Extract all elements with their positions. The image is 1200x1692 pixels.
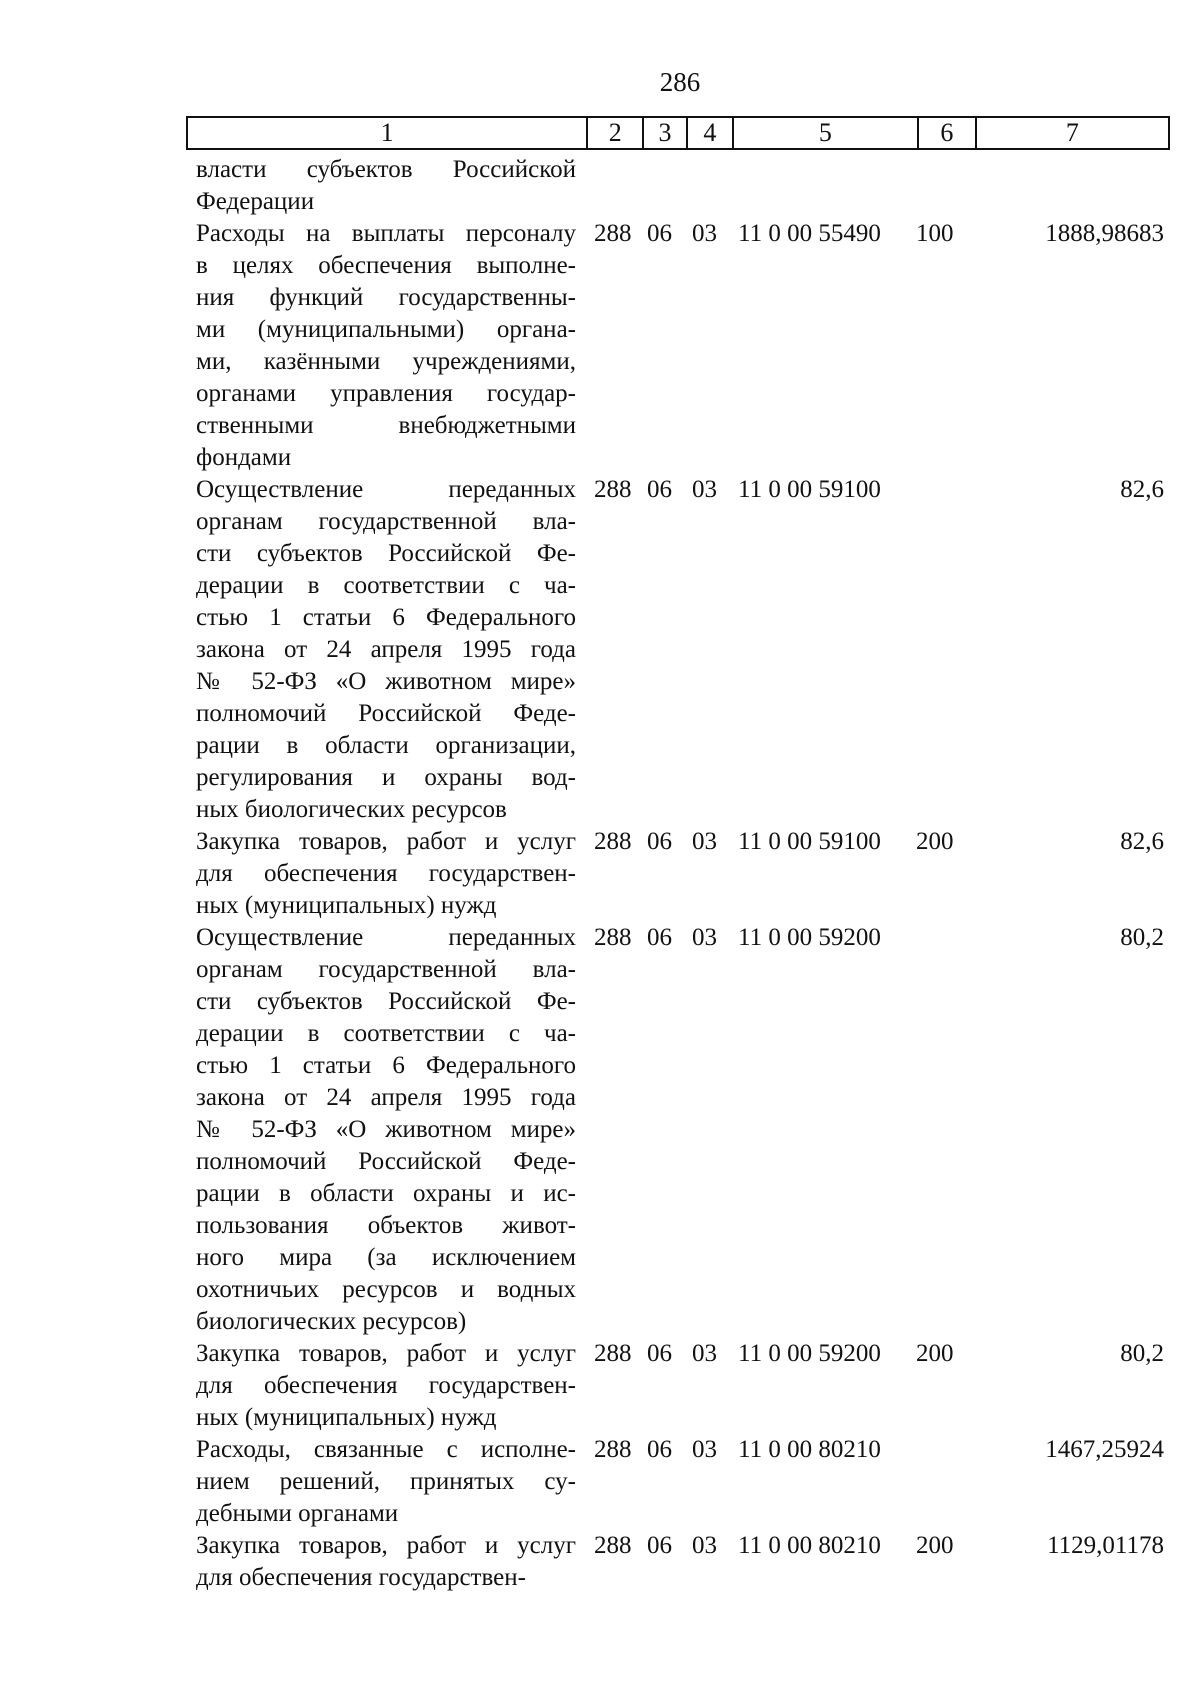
- description-line: нием решений, принятых су-: [196, 1468, 576, 1495]
- cell-col-3: 06: [647, 476, 672, 503]
- description-line: ственными внебюджетными: [196, 412, 576, 439]
- description-line: стью 1 статьи 6 Федерального: [196, 604, 576, 631]
- description-line: Расходы, связанные с исполне-: [196, 1436, 576, 1463]
- table-row: [196, 1338, 1176, 1434]
- description-line: ных (муниципальных) нужд: [196, 892, 497, 919]
- table-row: [196, 826, 1176, 922]
- description-line: ных биологических ресурсов: [196, 796, 507, 823]
- cell-col-5: 11 0 00 55490: [738, 220, 881, 247]
- cell-col-7: 80,2: [1120, 924, 1164, 951]
- description-line: власти субъектов Российской: [196, 156, 576, 183]
- cell-col-4: 03: [692, 220, 717, 247]
- table-header: [186, 116, 1170, 150]
- cell-col-7: 1129,01178: [1047, 1532, 1164, 1559]
- row-description: [196, 1434, 576, 1530]
- description-line: органам государственной вла-: [196, 956, 576, 983]
- description-line: органами управления государ-: [196, 380, 576, 407]
- column-header-4: 4: [688, 118, 734, 148]
- description-line: ния функций государственны-: [196, 284, 576, 311]
- description-line: дерации в соответствии с ча-: [196, 1020, 576, 1047]
- cell-col-4: 03: [692, 1436, 717, 1463]
- description-line: рации в области организации,: [196, 732, 576, 759]
- cell-col-3: 06: [647, 828, 672, 855]
- description-line: рации в области охраны и ис-: [196, 1180, 576, 1207]
- cell-col-6: 100: [916, 220, 954, 247]
- column-header-3: 3: [644, 118, 688, 148]
- description-line: полномочий Российской Феде-: [196, 1148, 576, 1175]
- description-line: сти субъектов Российской Фе-: [196, 540, 576, 567]
- cell-col-3: 06: [647, 1532, 672, 1559]
- cell-col-4: 03: [692, 476, 717, 503]
- cell-col-4: 03: [692, 828, 717, 855]
- column-header-6: 6: [919, 118, 977, 148]
- row-description: [196, 922, 576, 1338]
- column-header-5: 5: [734, 118, 919, 148]
- description-line: закона от 24 апреля 1995 года: [196, 1084, 576, 1111]
- cell-col-7: 1888,98683: [1045, 220, 1164, 247]
- cell-col-3: 06: [647, 1436, 672, 1463]
- cell-col-4: 03: [692, 1532, 717, 1559]
- row-description: [196, 826, 576, 922]
- cell-col-4: 03: [692, 924, 717, 951]
- description-line: Закупка товаров, работ и услуг: [196, 828, 576, 855]
- table-row: [196, 1434, 1176, 1530]
- description-line: Закупка товаров, работ и услуг: [196, 1532, 576, 1559]
- description-line: ного мира (за исключением: [196, 1244, 576, 1271]
- description-line: органам государственной вла-: [196, 508, 576, 535]
- description-line: полномочий Российской Феде-: [196, 700, 576, 727]
- cell-col-2: 288: [594, 1532, 632, 1559]
- table-row: [196, 154, 1176, 218]
- description-line: пользования объектов живот-: [196, 1212, 576, 1239]
- cell-col-5: 11 0 00 80210: [738, 1436, 881, 1463]
- description-line: регулирования и охраны вод-: [196, 764, 576, 791]
- description-line: для обеспечения государствен-: [196, 860, 576, 887]
- row-description: [196, 1530, 576, 1594]
- table-row: [196, 474, 1176, 826]
- cell-col-3: 06: [647, 924, 672, 951]
- cell-col-3: 06: [647, 220, 672, 247]
- cell-col-5: 11 0 00 59100: [738, 828, 881, 855]
- table-row: [196, 922, 1176, 1338]
- cell-col-5: 11 0 00 59200: [738, 1340, 881, 1367]
- row-description: [196, 154, 576, 218]
- description-line: в целях обеспечения выполне-: [196, 252, 576, 279]
- cell-col-2: 288: [594, 476, 632, 503]
- description-line: Осуществление переданных: [196, 924, 576, 951]
- cell-col-7: 1467,25924: [1045, 1436, 1164, 1463]
- description-line: закона от 24 апреля 1995 года: [196, 636, 576, 663]
- description-line: Расходы на выплаты персоналу: [196, 220, 576, 247]
- cell-col-4: 03: [692, 1340, 717, 1367]
- cell-col-3: 06: [647, 1340, 672, 1367]
- cell-col-7: 80,2: [1120, 1340, 1164, 1367]
- cell-col-5: 11 0 00 59200: [738, 924, 881, 951]
- cell-col-7: 82,6: [1120, 476, 1164, 503]
- cell-col-5: 11 0 00 80210: [738, 1532, 881, 1559]
- table-row: [196, 218, 1176, 474]
- page-number: 286: [659, 67, 701, 97]
- row-description: [196, 474, 576, 826]
- cell-col-2: 288: [594, 220, 632, 247]
- cell-col-5: 11 0 00 59100: [738, 476, 881, 503]
- description-line: Федерации: [196, 188, 315, 215]
- description-line: для обеспечения государствен-: [196, 1372, 576, 1399]
- description-line: дебными органами: [196, 1500, 399, 1527]
- cell-col-2: 288: [594, 1436, 632, 1463]
- cell-col-2: 288: [594, 828, 632, 855]
- cell-col-7: 82,6: [1120, 828, 1164, 855]
- description-line: охотничьих ресурсов и водных: [196, 1276, 576, 1303]
- description-line: ных (муниципальных) нужд: [196, 1404, 497, 1431]
- description-line: ми, казёнными учреждениями,: [196, 348, 576, 375]
- column-header-2: 2: [588, 118, 644, 148]
- cell-col-2: 288: [594, 924, 632, 951]
- description-line: № 52-ФЗ «О животном мире»: [196, 1116, 576, 1143]
- column-header-7: 7: [1065, 118, 1079, 147]
- column-header-1: 1: [188, 118, 588, 148]
- description-line: сти субъектов Российской Фе-: [196, 988, 576, 1015]
- description-line: фондами: [196, 444, 292, 471]
- description-line: ми (муниципальными) органа-: [196, 316, 576, 343]
- cell-col-6: 200: [916, 1532, 954, 1559]
- description-line: № 52-ФЗ «О животном мире»: [196, 668, 576, 695]
- description-line: Осуществление переданных: [196, 476, 576, 503]
- cell-col-2: 288: [594, 1340, 632, 1367]
- cell-col-6: 200: [916, 1340, 954, 1367]
- row-description: [196, 218, 576, 474]
- row-description: [196, 1338, 576, 1434]
- description-line: Закупка товаров, работ и услуг: [196, 1340, 576, 1367]
- table-row: [196, 1530, 1176, 1594]
- description-line: для обеспечения государствен-: [196, 1564, 526, 1591]
- description-line: биологических ресурсов): [196, 1308, 467, 1335]
- description-line: дерации в соответствии с ча-: [196, 572, 576, 599]
- description-line: стью 1 статьи 6 Федерального: [196, 1052, 576, 1079]
- table-body: [196, 154, 1176, 1594]
- cell-col-6: 200: [916, 828, 954, 855]
